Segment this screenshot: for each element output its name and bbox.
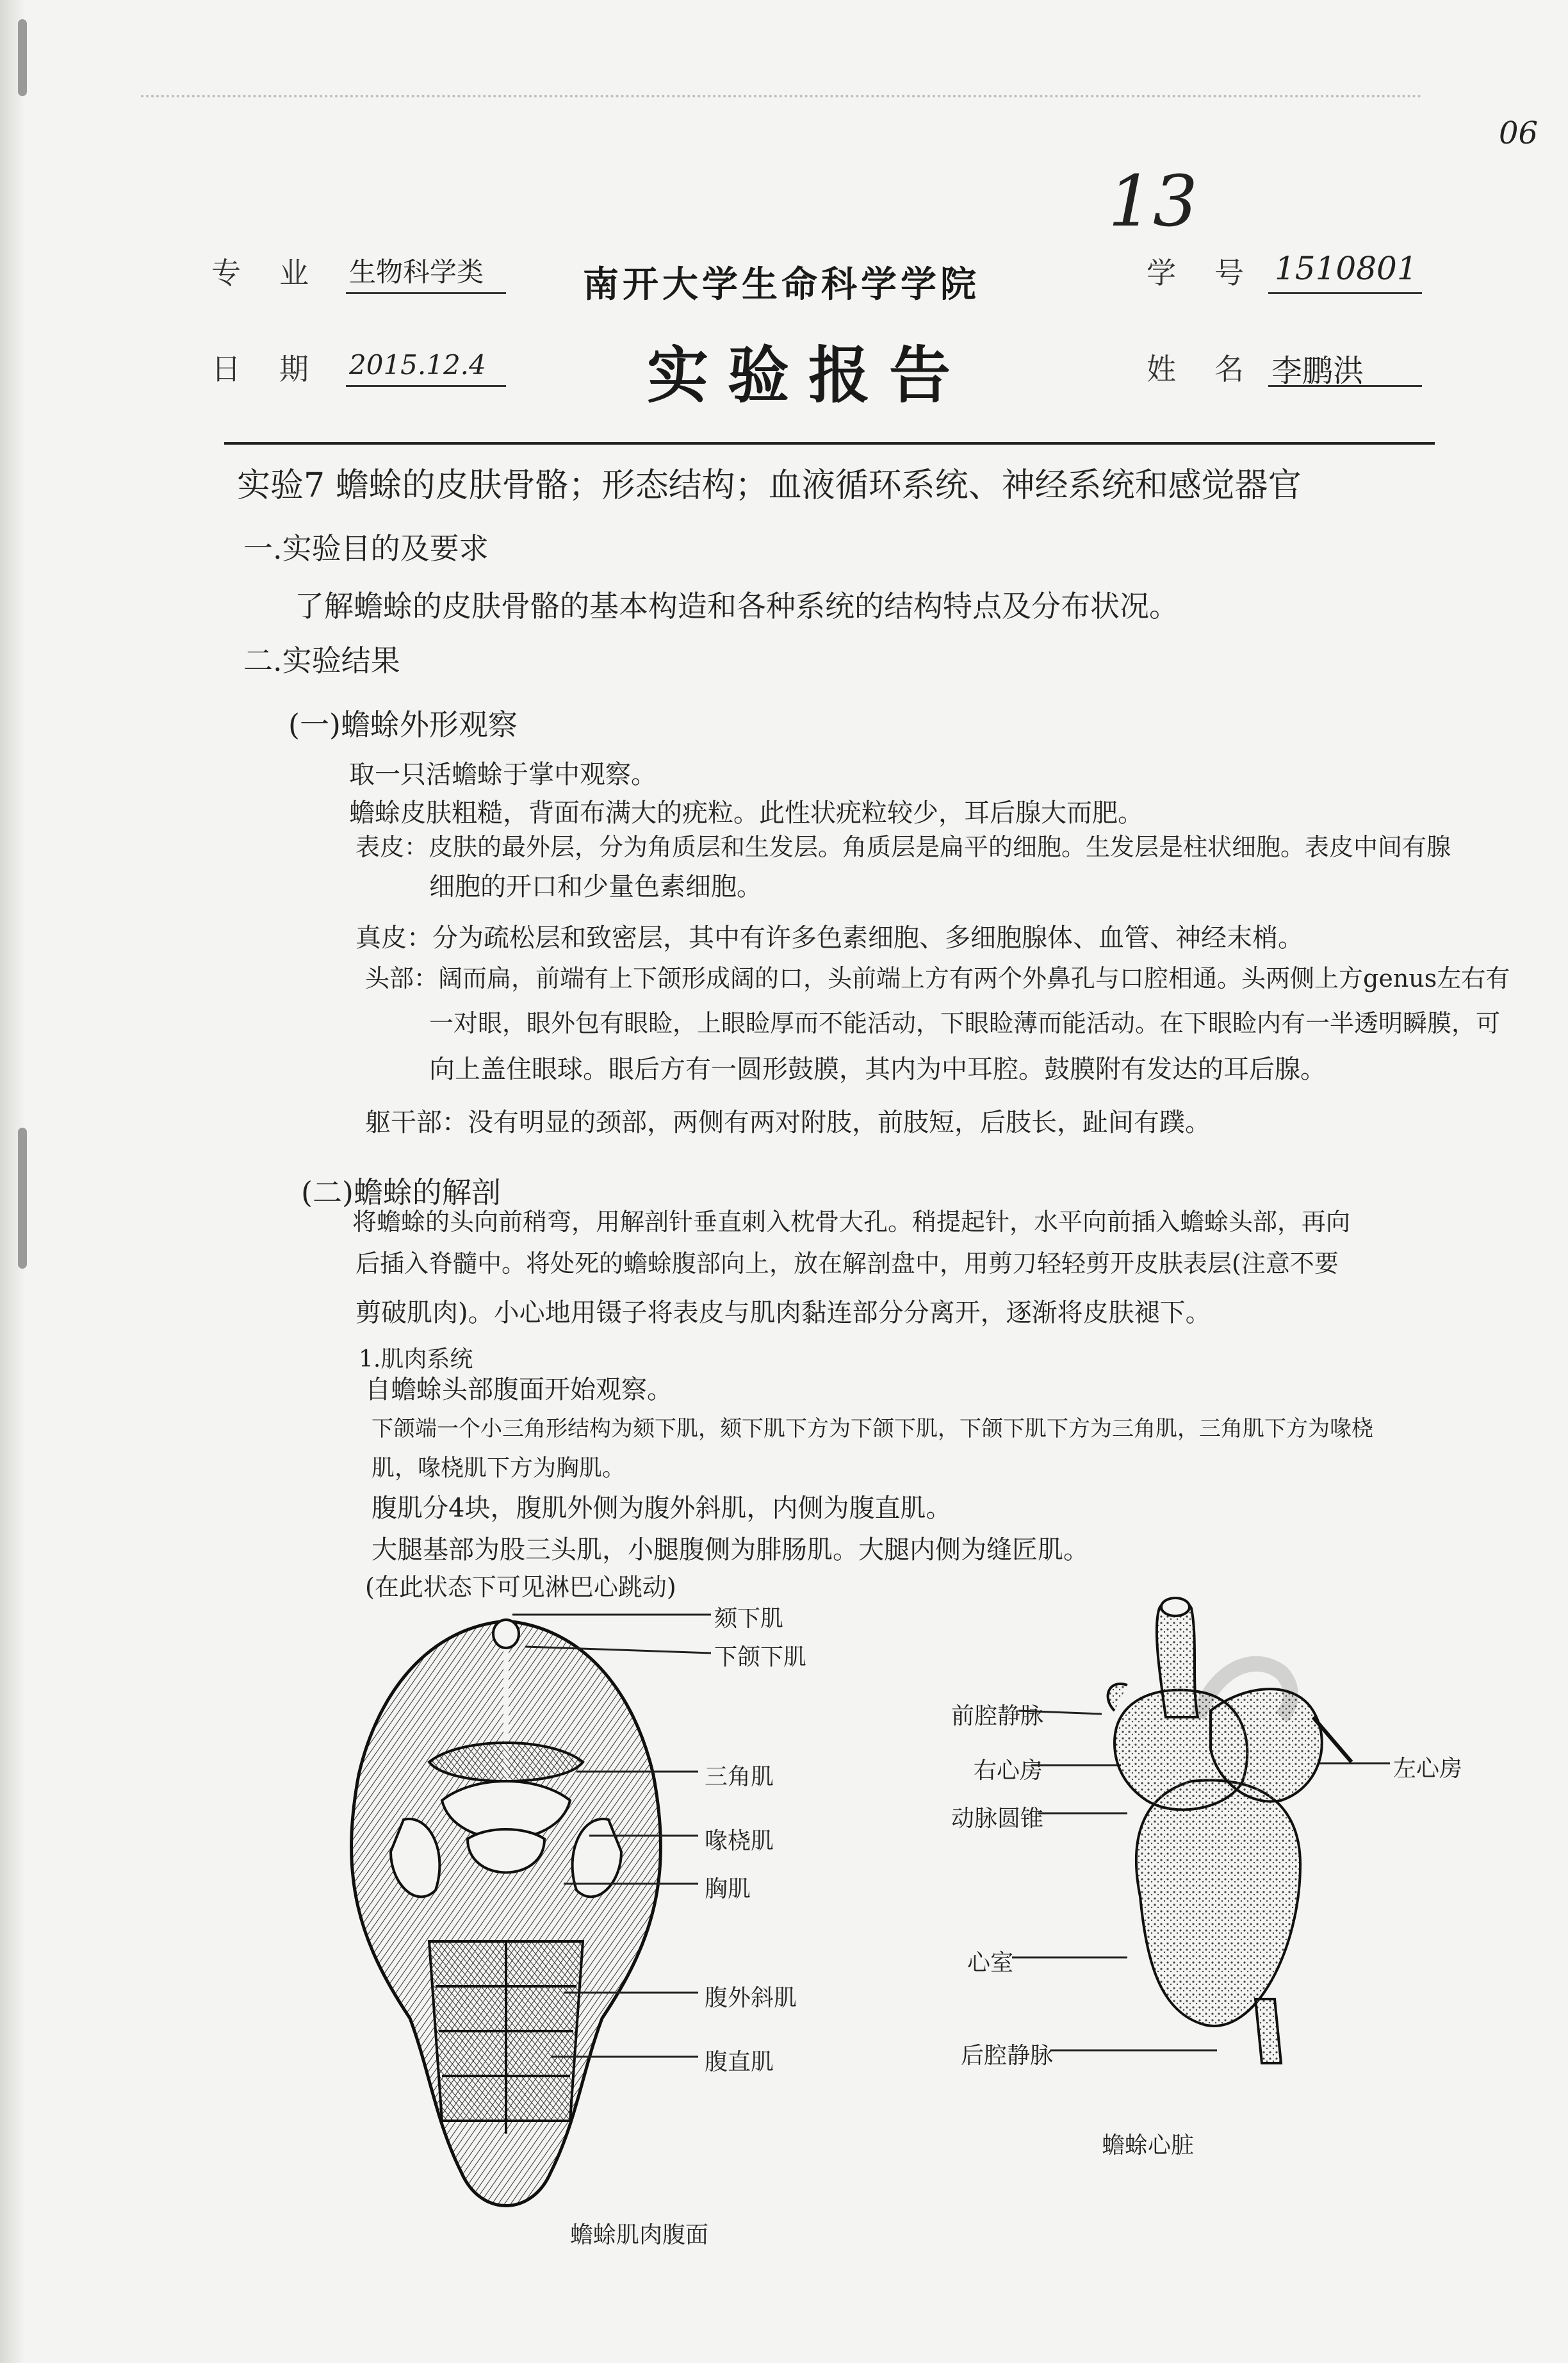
sub1-line: 蟾蜍皮肤粗糙，背面布满大的疣粒。此性状疣粒较少，耳后腺大而肥。 bbox=[349, 798, 1143, 828]
sub2-line: 1.肌肉系统 bbox=[359, 1346, 473, 1372]
sub1-line: 细胞的开口和少量色素细胞。 bbox=[429, 872, 762, 902]
sub2-line: 肌，喙桡肌下方为胸肌。 bbox=[372, 1455, 626, 1481]
sub2-line: 大腿基部为股三头肌，小腿腹侧为腓肠肌。大腿内侧为缝匠肌。 bbox=[372, 1535, 1089, 1565]
sub2-line: 将蟾蜍的头向前稍弯，用解剖针垂直刺入枕骨大孔。稍提起针，水平向前插入蟾蜍头部，再向 bbox=[352, 1208, 1351, 1236]
sub1-line: 头部：阔而扁，前端有上下颌形成阔的口，头前端上方有两个外鼻孔与口腔相通。头两侧上方genus左右有 bbox=[365, 964, 1510, 992]
heart-label: 后腔静脉 bbox=[961, 2043, 1054, 2069]
sub2-heading: (二)蟾蜍的解剖 bbox=[301, 1175, 501, 1210]
major-value: 生物科学类 bbox=[349, 256, 484, 288]
major-label: 专业 bbox=[211, 256, 347, 290]
sub1-line: 取一只活蟾蜍于掌中观察。 bbox=[349, 760, 657, 789]
muscle-label: 颏下肌 bbox=[714, 1606, 784, 1632]
sub2-line: 自蟾蜍头部腹面开始观察。 bbox=[365, 1375, 673, 1404]
heart-label: 动脉圆锥 bbox=[951, 1806, 1044, 1832]
sub1-line: 表皮：皮肤的最外层，分为角质层和生发层。角质层是扁平的细胞。生发层是柱状细胞。表皮中间有腺 bbox=[355, 833, 1451, 861]
report-title: 实验报告 bbox=[647, 340, 970, 411]
s1-heading: 一.实验目的及要求 bbox=[243, 531, 489, 566]
heart-label: 右心房 bbox=[974, 1758, 1043, 1784]
figure-caption-right: 蟾蜍心脏 bbox=[1102, 2132, 1195, 2159]
heart-label: 左心房 bbox=[1393, 1756, 1463, 1782]
muscle-label: 喙桡肌 bbox=[705, 1828, 774, 1854]
date-label: 日期 bbox=[211, 352, 347, 386]
sub2-line: 剪破肌肉)。小心地用镊子将表皮与肌肉黏连部分分离开，逐渐将皮肤褪下。 bbox=[355, 1298, 1211, 1328]
name-value: 李鹏洪 bbox=[1271, 353, 1364, 389]
sub1-heading: (一)蟾蜍外形观察 bbox=[288, 707, 518, 742]
id-label: 学号 bbox=[1147, 256, 1282, 290]
sub1-line: 向上盖住眼球。眼后方有一圆形鼓膜，其内为中耳腔。鼓膜附有发达的耳后腺。 bbox=[429, 1055, 1326, 1084]
sub1-line: 真皮：分为疏松层和致密层，其中有许多色素细胞、多细胞腺体、血管、神经末梢。 bbox=[355, 923, 1303, 953]
muscle-label: 胸肌 bbox=[705, 1876, 751, 1902]
sub2-line: 下颌端一个小三角形结构为颏下肌，颏下肌下方为下颌下肌，下颌下肌下方为三角肌，三角肌下方为喙桡 bbox=[372, 1416, 1373, 1442]
sub1-line: 躯干部：没有明显的颈部，两侧有两对附肢，前肢短，后肢长，趾间有蹼。 bbox=[365, 1108, 1211, 1137]
handwritten-mark: 13 bbox=[1108, 160, 1198, 242]
school-title: 南开大学生命科学学院 bbox=[583, 264, 980, 306]
id-value: 1510801 bbox=[1275, 250, 1417, 287]
sub2-line: 后插入脊髓中。将处死的蟾蜍腹部向上，放在解剖盘中，用剪刀轻轻剪开皮肤表层(注意不要 bbox=[355, 1249, 1339, 1278]
muscle-label: 腹直肌 bbox=[705, 2049, 774, 2075]
sub1-line: 一对眼，眼外包有眼睑，上眼睑厚而不能活动，下眼睑薄而能活动。在下眼睑内有一半透明瞬膜，可 bbox=[429, 1009, 1501, 1037]
toad-heart-drawing bbox=[1089, 1589, 1358, 2076]
s1-text: 了解蟾蜍的皮肤骨骼的基本构造和各种系统的结构特点及分布状况。 bbox=[295, 589, 1179, 623]
page-number: 06 bbox=[1499, 115, 1539, 151]
date-value: 2015.12.4 bbox=[349, 349, 486, 381]
sub2-line: 腹肌分4块，腹肌外侧为腹外斜肌，内侧为腹直肌。 bbox=[372, 1494, 952, 1523]
muscle-label: 下颌下肌 bbox=[714, 1644, 807, 1670]
heart-label: 心室 bbox=[967, 1950, 1014, 1976]
muscle-label: 腹外斜肌 bbox=[705, 1985, 797, 2011]
sub2-line: (在此状态下可见淋巴心跳动) bbox=[365, 1573, 676, 1601]
figure-caption-left: 蟾蜍肌肉腹面 bbox=[570, 2222, 709, 2248]
heart-label: 前腔静脉 bbox=[951, 1703, 1044, 1729]
s2-heading: 二.实验结果 bbox=[243, 643, 400, 678]
muscle-label: 三角肌 bbox=[705, 1764, 774, 1790]
name-label: 姓名 bbox=[1147, 352, 1282, 386]
experiment-title: 实验7 蟾蜍的皮肤骨骼；形态结构；血液循环系统、神经系统和感觉器官 bbox=[237, 466, 1302, 505]
